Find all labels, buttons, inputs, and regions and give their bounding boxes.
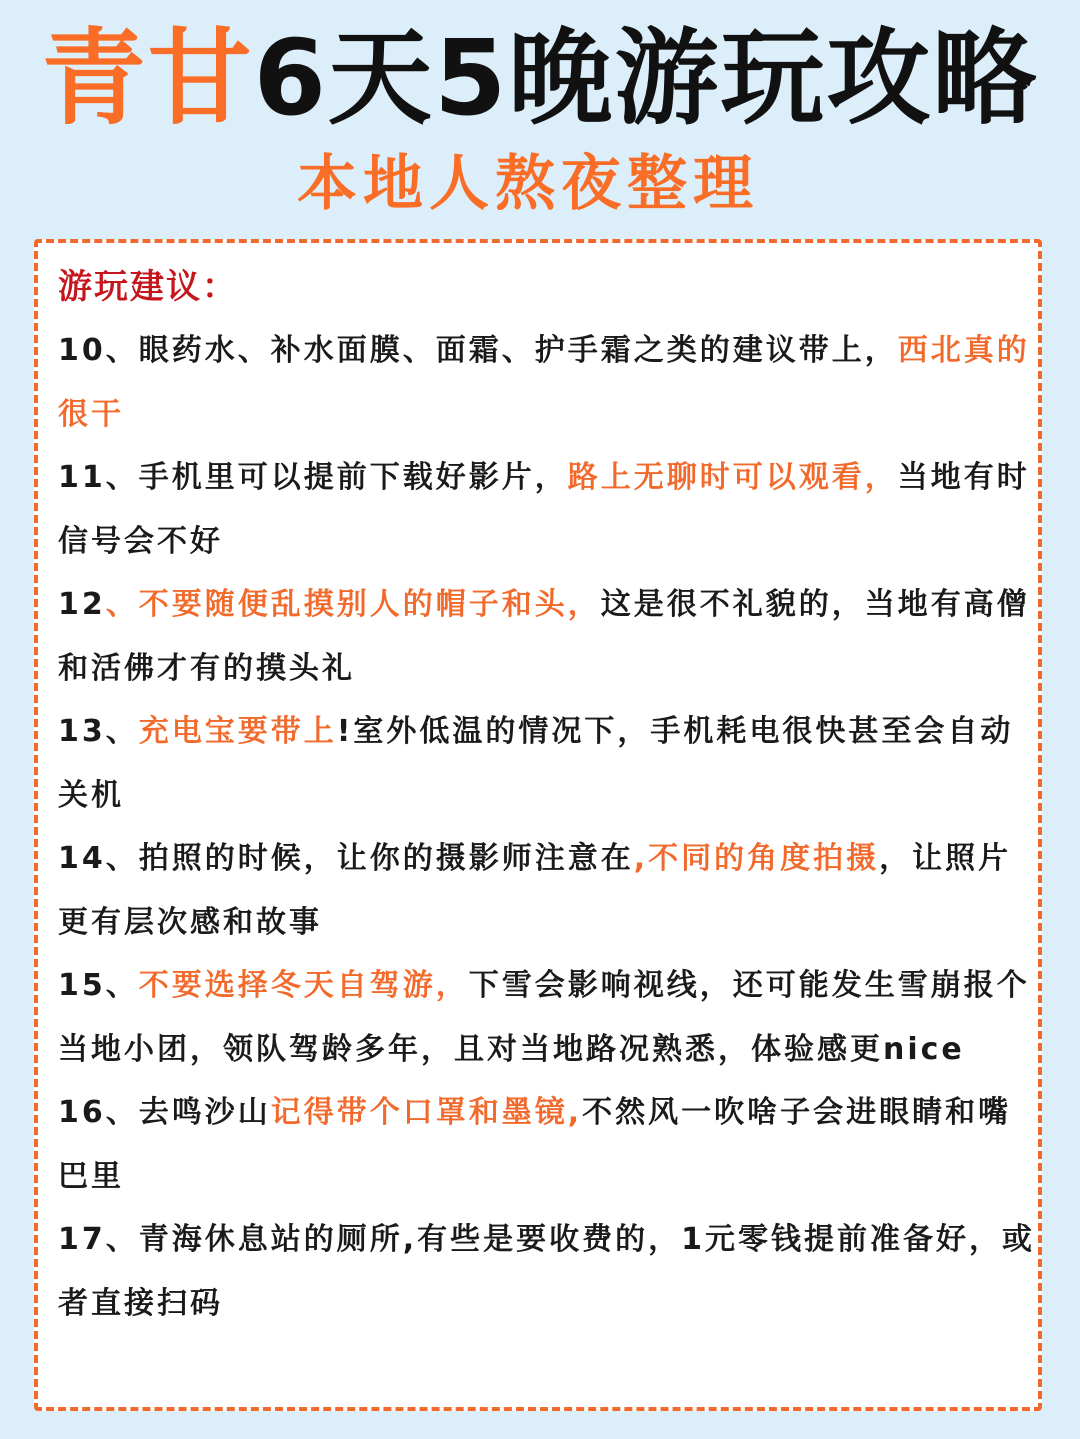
tip-text-after: 当地有时信号会不好 — [58, 460, 1030, 559]
tip-number: 16、 — [58, 1095, 139, 1130]
tip-number: 11、 — [58, 460, 139, 495]
tip-text-after: !室外低温的情况下，手机耗电很快甚至会自动关机 — [58, 714, 1014, 813]
tip-highlight: 充电宝要带上 — [138, 714, 337, 749]
tip-item — [58, 1081, 1040, 1208]
tip-highlight: 、不要随便乱摸别人的帽子和头， — [105, 587, 601, 622]
tips-list — [58, 319, 1040, 1335]
tips-content — [58, 255, 1040, 1335]
tip-number: 15、 — [58, 968, 139, 1003]
tip-item — [58, 827, 1040, 954]
tip-text: 眼药水、补水面膜、面霜、护手霜之类的建议带上， — [138, 333, 898, 368]
page-subtitle: 本地人熬夜整理 — [297, 149, 759, 219]
tip-item — [58, 1208, 1040, 1335]
tip-text-after: ，让照片更有层次感和故事 — [58, 841, 1012, 940]
tip-item — [58, 700, 1040, 827]
page-title — [0, 18, 1080, 138]
tip-text: 手机里可以提前下载好影片， — [138, 460, 568, 495]
tip-text: 青海休息站的厕所,有些是要收费的，1元零钱提前准备好，或者直接扫码 — [58, 1222, 1036, 1321]
tip-number: 12 — [58, 587, 106, 622]
tip-highlight: ,不同的角度拍摄 — [633, 841, 880, 876]
tip-text-after: 不然风一吹啥子会进眼睛和嘴巴里 — [58, 1095, 1012, 1194]
tip-highlight: 西北真的很干 — [58, 333, 1030, 432]
tip-number: 14、 — [58, 841, 139, 876]
tip-highlight: 路上无聊时可以观看， — [567, 460, 898, 495]
tip-text: 拍照的时候，让你的摄影师注意在 — [138, 841, 634, 876]
section-heading: 游玩建议： — [58, 267, 238, 307]
title-accent: 青甘 — [41, 17, 254, 139]
tip-text: 去鸣沙山 — [138, 1095, 271, 1130]
tip-item — [58, 954, 1040, 1081]
tip-highlight: 不要选择冬天自驾游， — [138, 968, 469, 1003]
tip-item — [58, 573, 1040, 700]
tip-text-after: 下雪会影响视线，还可能发生雪崩报个当地小团，领队驾龄多年，且对当地路况熟悉，体验感更nice — [58, 968, 1030, 1067]
title-main: 6天5晚游玩攻略 — [253, 17, 1039, 139]
tip-highlight: 记得带个口罩和墨镜, — [270, 1095, 583, 1130]
tip-text-after: 这是很不礼貌的，当地有高僧和活佛才有的摸头礼 — [58, 587, 1030, 686]
tip-item — [58, 319, 1040, 446]
tip-number: 13、 — [58, 714, 139, 749]
tip-number: 17、 — [58, 1222, 139, 1257]
tip-item — [58, 446, 1040, 573]
tip-number: 10、 — [58, 333, 139, 368]
